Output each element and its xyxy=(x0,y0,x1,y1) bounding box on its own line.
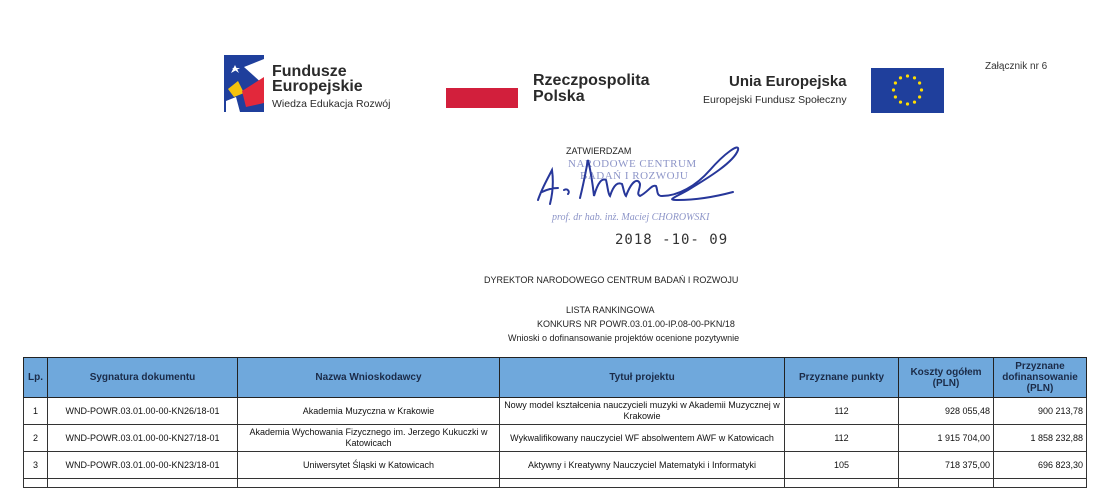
header-points: Przyznane punkty xyxy=(785,358,899,398)
cell-total-cost: 928 055,48 xyxy=(899,398,994,425)
cell-total-cost: 1 915 704,00 xyxy=(899,425,994,452)
cell-points: 105 xyxy=(785,452,899,479)
cell-empty xyxy=(785,479,899,488)
stamp-name: prof. dr hab. inż. Maciej CHOROWSKI xyxy=(552,212,710,223)
cell-points: 112 xyxy=(785,425,899,452)
signature-scribble xyxy=(528,138,743,218)
polish-flag-bar xyxy=(446,88,518,108)
stamp-date: 2018 -10- 09 xyxy=(615,232,729,248)
header-lp: Lp. xyxy=(24,358,48,398)
pl-title-line1: Rzeczpospolita xyxy=(533,72,650,89)
header-total-cost: Koszty ogółem (PLN) xyxy=(899,358,994,398)
fe-title-line2: Europejskie xyxy=(272,78,363,95)
cell-empty xyxy=(994,479,1087,488)
cell-empty xyxy=(238,479,500,488)
header-funding: Przyznane dofinansowanie (PLN) xyxy=(994,358,1087,398)
stamp-line1: NARODOWE CENTRUM xyxy=(568,158,697,170)
contest-number: KONKURS NR POWR.03.01.00-IP.08-00-PKN/18 xyxy=(537,319,735,329)
header-title: Tytuł projektu xyxy=(500,358,785,398)
cell-funding: 1 858 232,88 xyxy=(994,425,1087,452)
table-row xyxy=(24,398,1087,425)
cell-signature: WND-POWR.03.01.00-00-KN23/18-01 xyxy=(48,452,238,479)
table-header-row xyxy=(24,358,1087,398)
cell-empty xyxy=(500,479,785,488)
cell-funding: 696 823,30 xyxy=(994,452,1087,479)
cell-applicant: Akademia Wychowania Fizycznego im. Jerzego Kukuczki w Katowicach xyxy=(238,425,500,452)
cell-empty xyxy=(48,479,238,488)
fundusze-europejskie-logo xyxy=(224,55,264,112)
ranking-table xyxy=(23,357,1087,488)
cell-signature: WND-POWR.03.01.00-00-KN27/18-01 xyxy=(48,425,238,452)
cell-lp: 2 xyxy=(24,425,48,452)
table-row xyxy=(24,425,1087,452)
applications-description: Wnioski o dofinansowanie projektów ocenione pozytywnie xyxy=(508,333,740,343)
cell-signature: WND-POWR.03.01.00-00-KN26/18-01 xyxy=(48,398,238,425)
cell-applicant: Akademia Muzyczna w Krakowie xyxy=(238,398,500,425)
table-row xyxy=(24,452,1087,479)
fe-title-line1: Fundusze xyxy=(272,63,347,80)
cell-applicant: Uniwersytet Śląski w Katowicach xyxy=(238,452,500,479)
cell-total-cost: 718 375,00 xyxy=(899,452,994,479)
cell-title: Aktywny i Kreatywny Nauczyciel Matematyki i Informatyki xyxy=(500,452,785,479)
header-applicant: Nazwa Wnioskodawcy xyxy=(238,358,500,398)
director-heading: DYREKTOR NARODOWEGO CENTRUM BADAŃ I ROZWOJU xyxy=(484,275,739,285)
cell-funding: 900 213,78 xyxy=(994,398,1087,425)
cell-title: Wykwalifikowany nauczyciel WF absolwentem AWF w Katowicach xyxy=(500,425,785,452)
fe-subtitle: Wiedza Edukacja Rozwój xyxy=(272,98,391,110)
cell-title: Nowy model kształcenia nauczycieli muzyki w Akademii Muzycznej w Krakowie xyxy=(500,398,785,425)
header-signature: Sygnatura dokumentu xyxy=(48,358,238,398)
eu-flag-icon xyxy=(871,68,944,113)
cell-lp: 3 xyxy=(24,452,48,479)
annex-label: Załącznik nr 6 xyxy=(985,61,1048,72)
cell-empty xyxy=(899,479,994,488)
cell-lp: 1 xyxy=(24,398,48,425)
eu-subtitle: Europejski Fundusz Społeczny xyxy=(703,94,847,106)
pl-title-line2: Polska xyxy=(533,88,585,105)
eu-title: Unia Europejska xyxy=(729,73,847,90)
stamp-line2: BADAŃ I ROZWOJU xyxy=(580,170,689,182)
table-row-partial xyxy=(24,479,1087,488)
approval-label: ZATWIERDZAM xyxy=(566,146,632,156)
cell-points: 112 xyxy=(785,398,899,425)
cell-empty xyxy=(24,479,48,488)
list-title: LISTA RANKINGOWA xyxy=(566,305,655,315)
